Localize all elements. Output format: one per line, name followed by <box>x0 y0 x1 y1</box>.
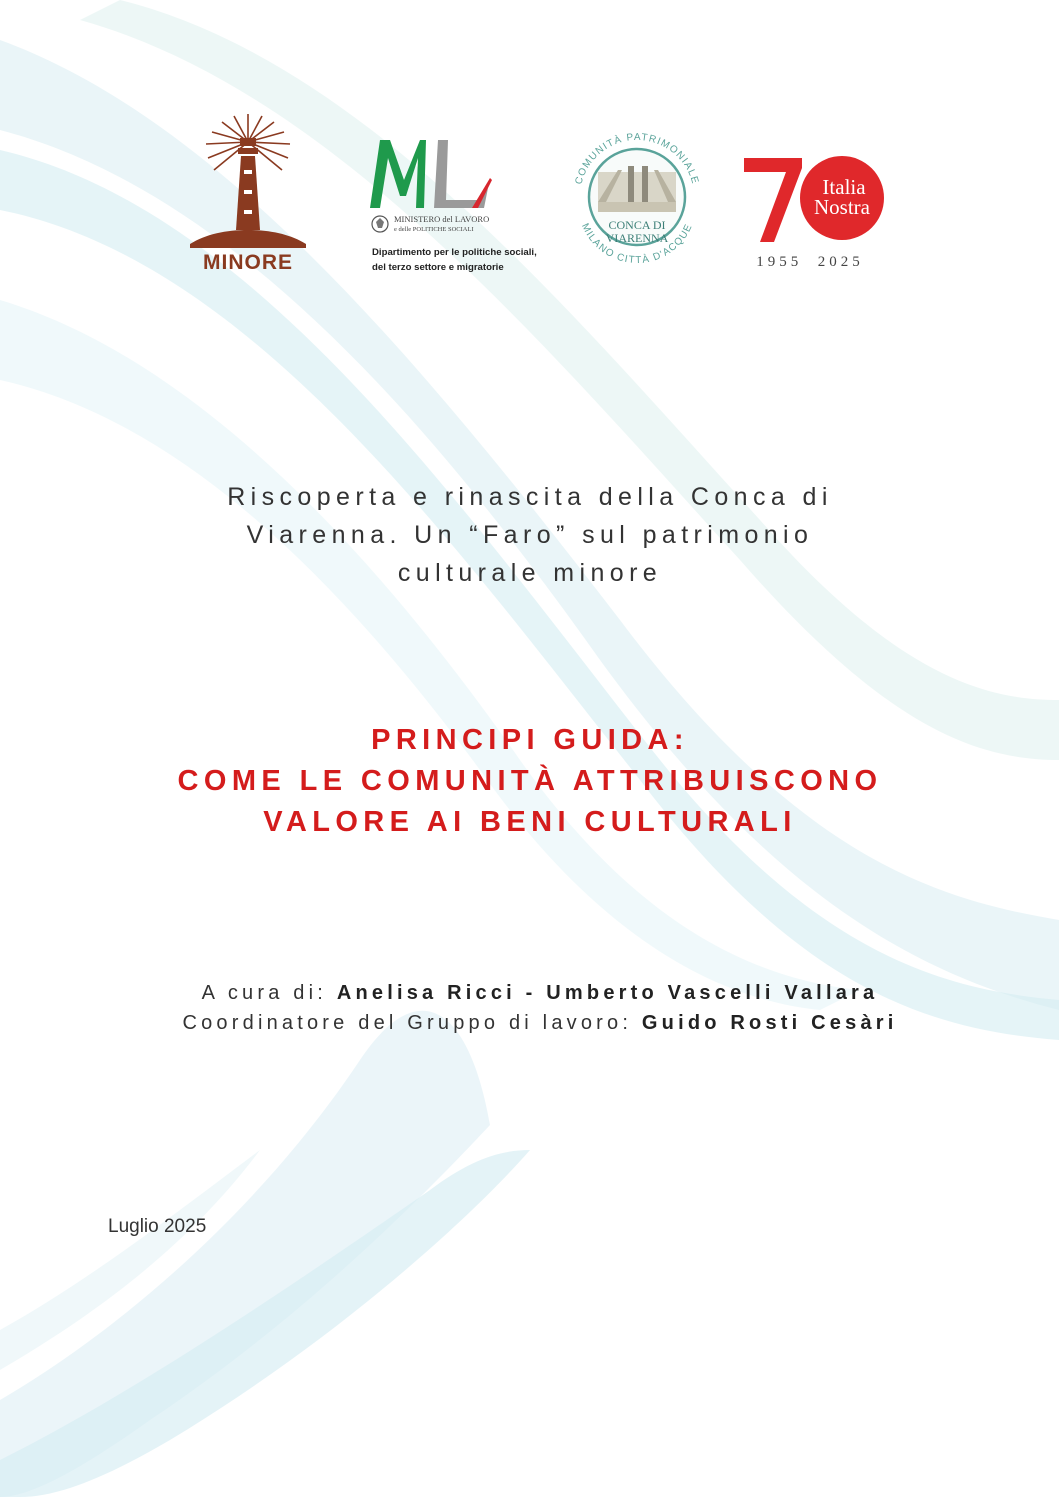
italia-nostra-logo <box>740 150 885 275</box>
ministero-lavoro-logo <box>368 134 553 279</box>
conca-seal-icon <box>562 122 712 272</box>
italia-nostra-line2: Nostra <box>814 195 870 219</box>
ml-mark-icon <box>368 134 553 279</box>
title-line-3: VALORE AI BENI CULTURALI <box>263 806 797 838</box>
ministero-dept-line1: Dipartimento per le politiche sociali, <box>372 247 537 258</box>
document-title <box>80 720 980 843</box>
curated-names: Anelisa Ricci - Umberto Vascelli Vallara <box>336 982 879 1004</box>
conca-ring-bottom: MILANO CITTÀ D'ACQUE <box>579 221 695 267</box>
ministero-dept-line2: del terzo settore e migratorie <box>372 262 504 273</box>
curated-label: A cura di: <box>201 982 328 1004</box>
title-line-2: COME LE COMUNITÀ ATTRIBUISCONO <box>177 765 883 797</box>
ministero-line1: MINISTERO del LAVORO <box>394 214 490 224</box>
lighthouse-icon <box>186 112 310 272</box>
subtitle-line-1: Riscoperta e rinascita della Conca di <box>227 483 833 511</box>
title-line-1: PRINCIPI GUIDA: <box>371 724 689 756</box>
subtitle-line-2: Viarenna. Un “Faro” sul patrimonio <box>246 521 814 549</box>
italia-nostra-line1: Italia <box>822 175 866 199</box>
document-subtitle <box>120 478 940 592</box>
conca-center-line1: CONCA DI <box>608 218 666 232</box>
credits-block <box>60 978 1020 1038</box>
conca-ring-top: COMUNITÀ PATRIMONIALE <box>573 131 701 186</box>
italia-nostra-years: 1955 2025 <box>756 254 864 270</box>
italia-nostra-70-icon <box>740 150 885 275</box>
conca-viarenna-logo <box>562 122 712 272</box>
curated-by-line <box>60 978 1020 1008</box>
coordinator-name: Guido Rosti Cesàri <box>641 1012 898 1034</box>
ministero-line2: e delle POLITICHE SOCIALI <box>394 226 474 233</box>
coordinator-label: Coordinatore del Gruppo di lavoro: <box>182 1012 633 1034</box>
coordinator-line <box>60 1008 1020 1038</box>
conca-center-line2: VIARENNA <box>605 231 669 245</box>
minore-logo <box>186 112 310 272</box>
publication-date: Luglio 2025 <box>108 1216 207 1237</box>
minore-logo-text: MINORE <box>203 251 293 272</box>
subtitle-line-3: culturale minore <box>397 559 663 587</box>
